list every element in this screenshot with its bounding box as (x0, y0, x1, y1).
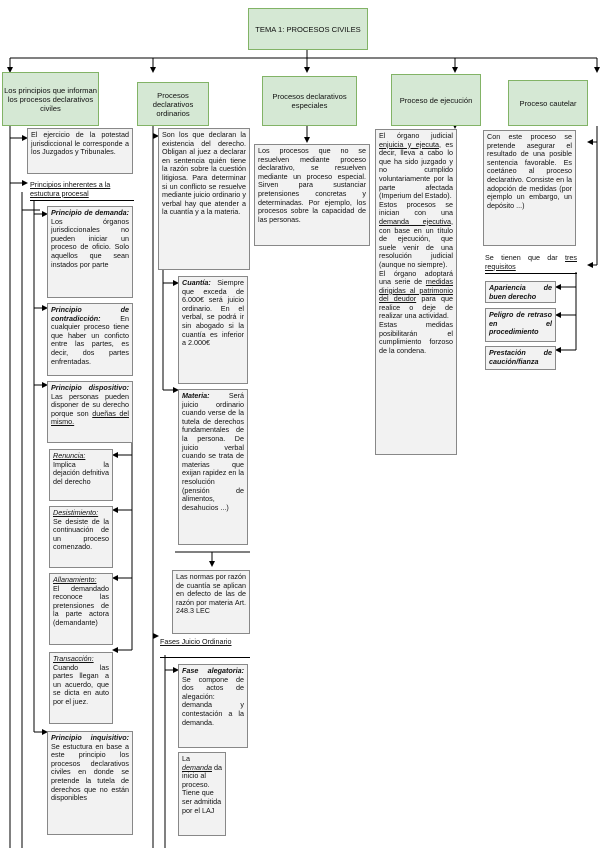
materia-title: Materia: (182, 391, 210, 400)
p-dispositivo-title: Principio dispositivo: (51, 383, 129, 392)
col2-header (137, 82, 209, 126)
renuncia-box (49, 449, 113, 501)
col4-t2: , es decir, lleva a cabo lo que ha sido juzgado y no cumplido voluntariamente por la parte afectada (Imperium del Estado). (379, 139, 453, 201)
fases-title-text: Fases Juicio Ordinario (160, 638, 232, 646)
demanda-box (178, 752, 226, 836)
col2-header-text: Procesos declarativos ordinarios (152, 90, 194, 118)
col1-intro-box (27, 128, 133, 174)
materia-box (178, 389, 248, 545)
col4-header (391, 74, 481, 126)
p-inquisitivo-text: Se estuctura en base a este principio los procesos declarativos civiles en donde se pretende la tutela de derechos que no están disponibles (51, 741, 129, 803)
col4-t5: El órgano adoptará una serie de (379, 268, 453, 287)
col1-header-text: Los principios que informan los procesos declarativos civiles (4, 85, 97, 113)
cuantia-box (178, 276, 248, 384)
col4-t7: Estas medidas posibilitarán el cumplimiento forzoso de la condena. (379, 320, 453, 355)
col4-t3-ul: demanda ejecutiva (379, 216, 451, 226)
title-text: TEMA 1: PROCESOS CIVILES (255, 24, 361, 34)
col4-t1-ul: enjuicia y ejecuta (379, 139, 439, 149)
req1-text: Apariencia de buen derecho (489, 283, 552, 301)
col4-t6: para que realice o deje de realizar una actividad. (379, 294, 453, 321)
col4-t1: El órgano judicial (379, 131, 453, 140)
p-inquisitivo-title: Principio inquisitivo: (51, 733, 129, 742)
col3-text-box (254, 144, 370, 246)
col1-intro-text: El ejercicio de la potestad jurisdiccional le corresponde a los Juzgados y Tribunales. (31, 130, 129, 157)
normas-box (172, 570, 250, 634)
col5-header (508, 80, 588, 126)
p-dispositivo-ul: dueñas del mismo. (51, 408, 130, 427)
demanda-ul: demanda (182, 762, 212, 772)
materia-text: Será juicio ordinario cuando verse de la tutela de derechos fundamentales de la persona. De juicio verbal cuando se trata de materias que exijan rapidez en la resolución (pensión de alimentos, desahucios ...) (182, 391, 244, 512)
p-contradiccion-box (47, 303, 133, 376)
col4-text-box (375, 129, 457, 455)
title-box (248, 8, 368, 50)
col2-intro-box (158, 128, 250, 270)
desistimiento-title: Desistimiento: (53, 508, 99, 517)
col5-text: Con este proceso se pretende asegurar el resultado de una posible sentencia favorable. Es coetáneo al proceso declarativo. Consiste en la adopción de medidas (por ejemplo un embargo, un depósito ...) (487, 132, 572, 210)
requisitos-pre: Se tienen que dar (485, 254, 558, 262)
req1-box (485, 281, 556, 303)
transaccion-title: Transacción: (53, 654, 94, 663)
col5-header-text: Proceso cautelar (519, 98, 577, 108)
col3-header-text: Procesos declarativos especiales (272, 92, 347, 110)
p-dispositivo-box (47, 381, 133, 443)
requisitos-ul: tres requisitos (485, 254, 577, 271)
transaccion-text: Cuando las partes llegan a un acuerdo, que se dicta en auto por el juez. (53, 662, 109, 706)
col3-text: Los procesos que no se resuelven mediante proceso declarativo, se resuelven mediante un proceso especial. Sirven para sustanciar pretensiones concretas y determinadas. Por ejemplo, los procesos sobre la capacidad de las personas. (258, 146, 366, 224)
principles-title-text: Principios inherentes a la estuctura procesal (30, 181, 111, 198)
fase-alegatoria-title: Fase alegatoria: (182, 666, 244, 675)
p-contradiccion-text: En cualquier proceso tiene que haber un conficto entre las partes, es decir, dos partes enfrentadas. (51, 313, 129, 366)
allanamiento-title: Allanamiento: (53, 575, 97, 584)
col1-header (2, 72, 99, 126)
col3-header (262, 76, 357, 126)
principles-title (30, 181, 134, 201)
col4-header-text: Proceso de ejecución (399, 95, 473, 105)
fases-title (160, 638, 250, 658)
req3-text: Prestación de caución/fianza (489, 348, 552, 366)
req2-box (485, 308, 556, 342)
p-dispositivo-text: Las personas pueden disponer de su derecho porque son (51, 391, 129, 418)
col5-text-box (483, 130, 576, 246)
p-demanda-title: Principio de demanda: (51, 208, 129, 217)
renuncia-text: Implica la dejación defnitiva del derecho (53, 459, 109, 486)
desistimiento-text: Se desiste de la continuación de un proceso comenzado. (53, 516, 109, 552)
cuantia-title: Cuantía: (182, 278, 211, 287)
p-demanda-text: Los órganos jurisdiccionales no pueden iniciar un proceso de oficio. Solo aquellos que sean instados por parte (51, 216, 129, 269)
p-inquisitivo-box (47, 731, 133, 835)
req2-text: Peligro de retraso en el procedimiento (489, 310, 552, 337)
requisitos-title (485, 254, 577, 274)
fase-alegatoria-box (178, 664, 248, 748)
demanda-text: da inicio al proceso. Tiene que ser admitida por el LAJ (182, 762, 222, 815)
fase-alegatoria-text: Se compone de dos actos de alegación: demanda y contestación a la demanda. (182, 674, 244, 727)
renuncia-title: Renuncia: (53, 451, 86, 460)
allanamiento-box (49, 573, 113, 645)
allanamiento-text: El demandado reconoce las pretensiones de la parte actora (demandante) (53, 583, 109, 627)
transaccion-box (49, 652, 113, 724)
normas-text: Las normas por razón de cuantía se aplican en defecto de las de razón por materia Art. 248.3 LEC (176, 572, 246, 616)
p-contradiccion-title: Principio de contradicción: (51, 305, 129, 323)
cuantia-text: Siempre que exceda de 6.000€ será juicio ordinario. En el verbal, se podrá ir sin abogado si la cuantía es inferior a 2.000€ (182, 278, 244, 348)
col2-intro-text: Son los que declaran la existencia del derecho. Obligan al juez a declarar en sentencia quién tiene la razón sobre la cuestión litigiosa. Para determinar si un conflicto se resuelve mediante juicio ordinario y verbal hay que atender a la cuantía y a la materia. (162, 130, 246, 217)
req3-box (485, 346, 556, 370)
demanda-pre: La (182, 754, 190, 763)
col4-t3: Estos procesos se inician con una (379, 199, 453, 218)
col4-t4: , con base en un título de ejecución, que suele venir de una resolución judicial (aunque no siempre). (379, 216, 453, 269)
col4-t5-ul: medidas dirigidas al patrimonio del deudor (379, 277, 454, 304)
desistimiento-box (49, 506, 113, 568)
p-demanda-box (47, 206, 133, 298)
